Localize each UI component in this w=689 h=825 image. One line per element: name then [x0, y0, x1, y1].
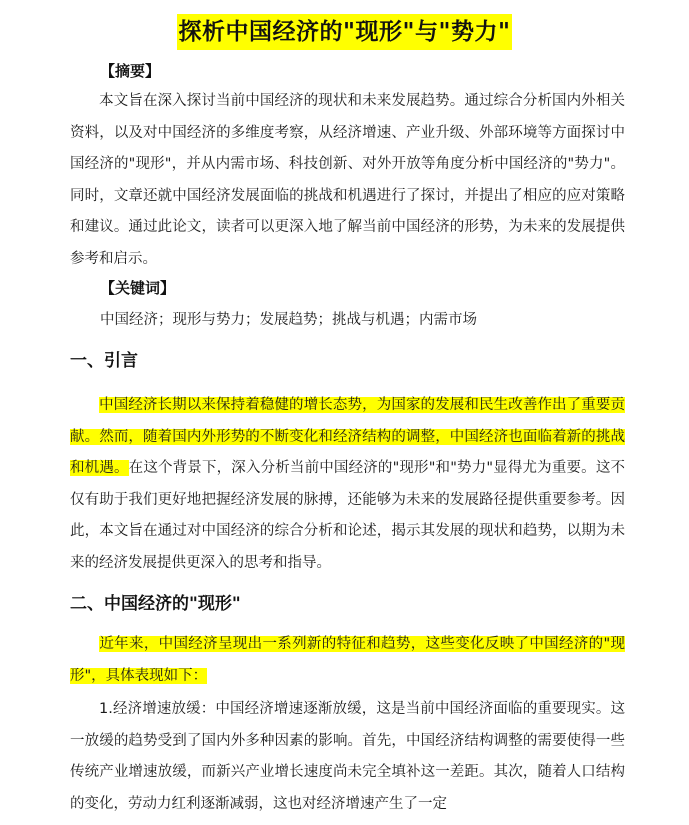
abstract-paragraph	[70, 86, 625, 275]
section-heading-introduction: 一、引言	[70, 351, 138, 371]
section-heading-xianxing: 二、中国经济的"现形"	[70, 594, 241, 614]
abstract-heading: 【摘要】	[100, 62, 161, 80]
xianxing-intro-paragraph	[70, 629, 625, 692]
title-container	[0, 14, 689, 50]
xianxing-item-1-text: 1.经济增速放缓：中国经济增速逐渐放缓，这是当前中国经济面临的重要现实。这一放缓的趋势受到了国内外多种因素的影响。首先，中国经济结构调整的需要使得一些传统产业增速放缓，而新兴产业增长速度尚未完全填补这一差距。其次，随着人口结构的变化，劳动力红利逐渐减弱，这也对经济增速产生了一定	[70, 701, 625, 812]
keywords-heading: 【关键词】	[100, 279, 176, 297]
keywords-text: 中国经济；现形与势力；发展趋势；挑战与机遇；内需市场	[100, 312, 477, 328]
introduction-paragraph	[70, 390, 625, 579]
xianxing-item-1-paragraph	[70, 694, 625, 820]
introduction-text: 在这个背景下，深入分析当前中国经济的"现形"和"势力"显得尤为重要。这不仅有助于我们更好地把握经济发展的脉搏，还能够为未来的发展路径提供重要参考。因此，本文旨在通过对中国经济的综合分析和论述，揭示其发展的现状和趋势，以期为未来的经济发展提供更深入的思考和指导。	[70, 460, 625, 571]
xianxing-highlighted-text: 近年来，中国经济呈现出一系列新的特征和趋势，这些变化反映了中国经济的"现形"，具体表现如下：	[70, 636, 625, 684]
introduction-highlighted-text: 中国经济长期以来保持着稳健的增长态势，为国家的发展和民生改善作出了重要贡献。然而，随着国内外形势的不断变化和经济结构的调整，中国经济也面临着新的挑战和机遇。	[70, 397, 625, 476]
document-title: 探析中国经济的"现形"与"势力"	[177, 14, 513, 50]
abstract-text: 本文旨在深入探讨当前中国经济的现状和未来发展趋势。通过综合分析国内外相关资料，以及对中国经济的多维度考察，从经济增速、产业升级、外部环境等方面探讨中国经济的"现形"，并从内需市场、科技创新、对外开放等角度分析中国经济的"势力"。同时，文章还就中国经济发展面临的挑战和机遇进行了探讨，并提出了相应的应对策略和建议。通过此论文，读者可以更深入地了解当前中国经济的形势，为未来的发展提供参考和启示。	[70, 93, 625, 267]
